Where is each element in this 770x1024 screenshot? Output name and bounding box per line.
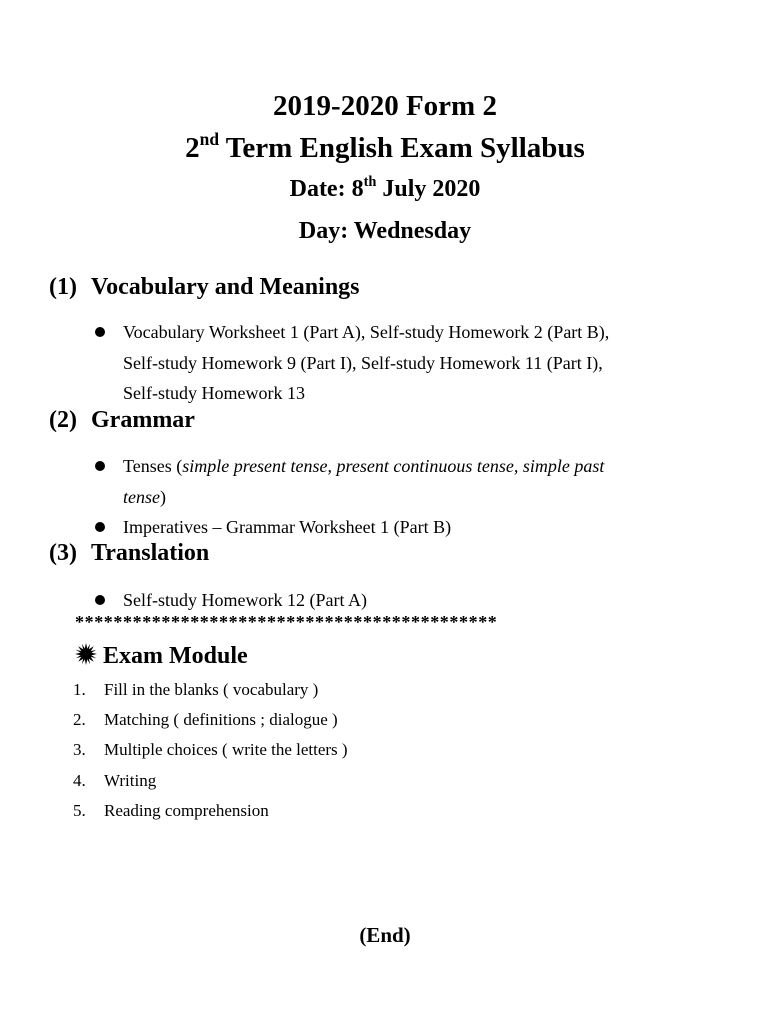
list-item: Fill in the blanks ( vocabulary ) — [104, 680, 319, 699]
list-item-continuation: Self-study Homework 13 — [123, 383, 305, 403]
bullet-icon — [95, 327, 105, 337]
list-item: Multiple choices ( write the letters ) — [104, 740, 348, 759]
bullet-icon — [95, 595, 105, 605]
list-item-continuation: Self-study Homework 9 (Part I), Self-study Homework 11 (Part I), — [123, 353, 603, 373]
list-item: Writing — [104, 771, 157, 790]
list-item: Self-study Homework 12 (Part A) — [123, 590, 367, 610]
end-marker: (End) — [359, 923, 411, 947]
section-heading-grammar: (2) Grammar — [49, 407, 195, 433]
list-item-number: 1. — [73, 680, 86, 699]
bullet-icon — [95, 461, 105, 471]
doc-subtitle: 2nd Term English Exam Syllabus — [185, 128, 585, 164]
exam-date: Date: 8th July 2020 — [289, 173, 481, 202]
list-item: Tenses (simple present tense, present continuous tense, simple past — [123, 456, 605, 476]
list-item-number: 4. — [73, 771, 86, 790]
section-heading-translation: (3) Translation — [49, 540, 210, 566]
exam-module-heading: Exam Module — [75, 643, 248, 670]
list-item: Reading comprehension — [104, 801, 269, 820]
exam-day: Day: Wednesday — [298, 218, 472, 244]
list-item-number: 2. — [73, 710, 86, 729]
section-heading-vocabulary: (1) Vocabulary and Meanings — [49, 274, 360, 300]
list-item-number: 3. — [73, 740, 86, 759]
doc-title: 2019-2020 Form 2 — [273, 90, 497, 122]
bullet-icon — [95, 522, 105, 532]
list-item: Vocabulary Worksheet 1 (Part A), Self-study Homework 2 (Part B), — [123, 322, 610, 342]
asterisk-separator: ******************************************** — [75, 612, 498, 632]
list-item-number: 5. — [73, 801, 86, 820]
sunburst-icon — [75, 643, 97, 665]
list-item: Matching ( definitions ; dialogue ) — [104, 710, 338, 729]
list-item: Imperatives – Grammar Worksheet 1 (Part B) — [123, 517, 452, 537]
list-item-continuation: tense) — [123, 487, 166, 507]
